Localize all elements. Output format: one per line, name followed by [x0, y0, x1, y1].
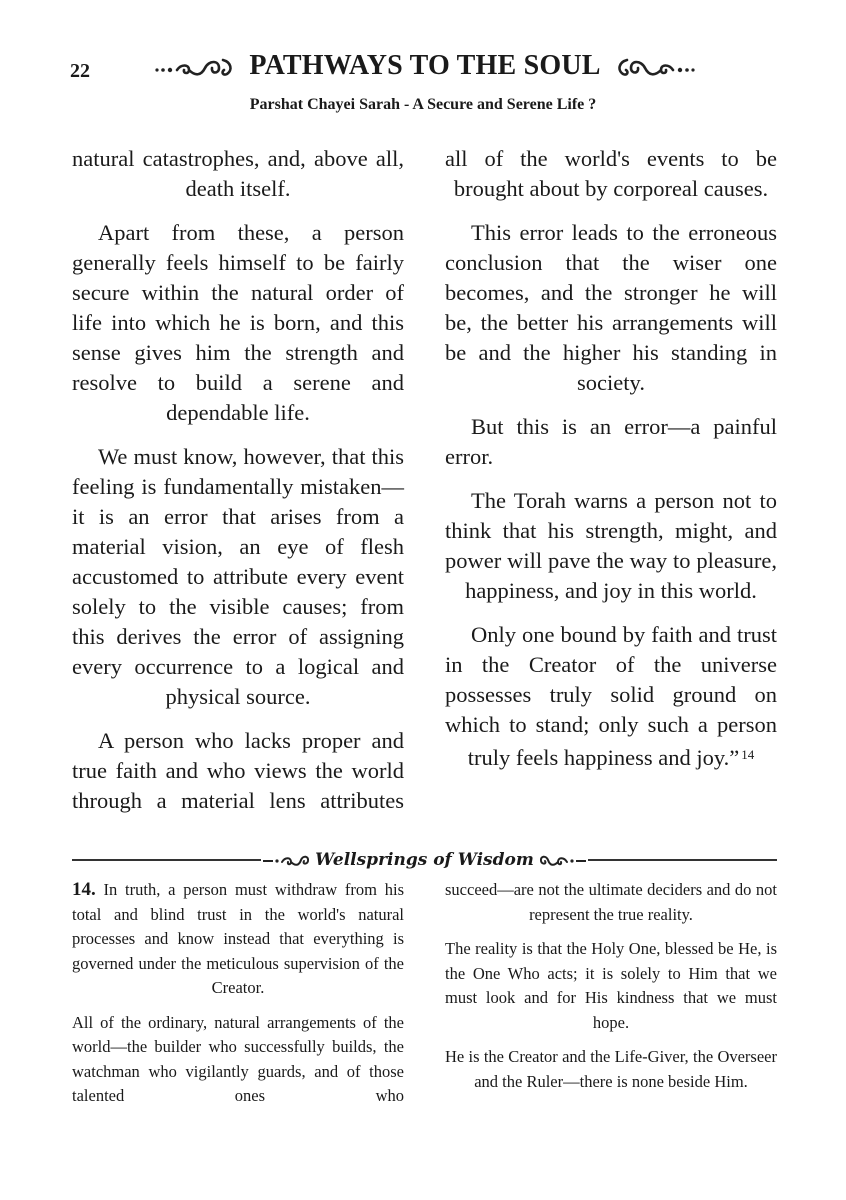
footnotes-section-title: Wellsprings of Wisdom [315, 850, 534, 870]
footnote-left-column [72, 878, 404, 1119]
page-number: 22 [70, 60, 90, 82]
footnote-paragraph: He is the Creator and the Life-Giver, the Overseer and the Ruler—there is none beside Him. [445, 1047, 777, 1091]
chapter-subtitle: Parshat Chayei Sarah - A Secure and Serene Life ? [249, 96, 597, 113]
paragraph: natural catastrophes, and, above all, death itself. [72, 146, 404, 201]
divider-line [588, 859, 777, 861]
footnote-right-column [445, 878, 777, 1104]
right-flourish-ornament-icon [538, 852, 586, 868]
running-header [130, 50, 720, 82]
paragraph: The Torah warns a person not to think that his strength, might, and power will pave the way to pleasure, happiness, and joy in this world. [445, 488, 777, 603]
paragraph-text: Only one bound by faith and trust in the Creator of the universe possesses truly solid ground on which to stand; only such a person truly feels happiness and joy.” [445, 622, 777, 770]
divider-line [72, 859, 261, 861]
footnotes-divider [72, 848, 777, 872]
right-flourish-ornament-icon [607, 54, 697, 78]
footnote-number: 14. [72, 879, 96, 900]
left-flourish-ornament-icon [263, 852, 311, 868]
footnote-paragraph: All of the ordinary, natural arrangements of the world—the builder who successfully builds, the watchman who vigilantly guards, and of those talented ones who [72, 1012, 404, 1105]
footnote-paragraph: succeed—are not the ultimate deciders and do not represent the true reality. [445, 880, 777, 924]
body-right-column [445, 144, 777, 787]
paragraph: We must know, however, that this feeling is fundamentally mistaken—it is an error that arises from a material vision, an eye of flesh accustomed to attribute every event solely to the visible causes; from this derives the error of assigning every occurrence to a logical and physical source. [72, 444, 404, 709]
paragraph: Apart from these, a person generally feels himself to be fairly secure within the natural order of life into which he is born, and this sense gives him the strength and resolve to build a serene and dependable life. [72, 220, 404, 425]
footnote-text: In truth, a person must withdraw from his total and blind trust in the world's natural processes and know instead that everything is governed under the meticulous supervision of the Creator. [72, 880, 404, 997]
footnote-reference-link[interactable]: 14 [741, 747, 755, 762]
paragraph: A person who lacks proper and true faith and who views the world through a material lens attributes [72, 728, 404, 813]
paragraph: This error leads to the erroneous conclusion that the wiser one becomes, and the stronger he will be, the better his arrangements will be and the higher his standing in society. [445, 220, 777, 395]
left-flourish-ornament-icon [153, 54, 243, 78]
footnote-paragraph: The reality is that the Holy One, blessed be He, is the One Who acts; it is solely to Him that we must look and for His kindness that we must hope. [445, 939, 777, 1032]
book-title: PATHWAYS TO THE SOUL [249, 50, 601, 81]
divider-center [263, 850, 586, 870]
paragraph: But this is an error—a painful error. [445, 414, 777, 469]
body-left-column [72, 144, 404, 830]
paragraph [445, 620, 777, 773]
paragraph: all of the world's events to be brought about by corporeal causes. [445, 146, 777, 201]
footnote-paragraph [72, 878, 404, 1001]
